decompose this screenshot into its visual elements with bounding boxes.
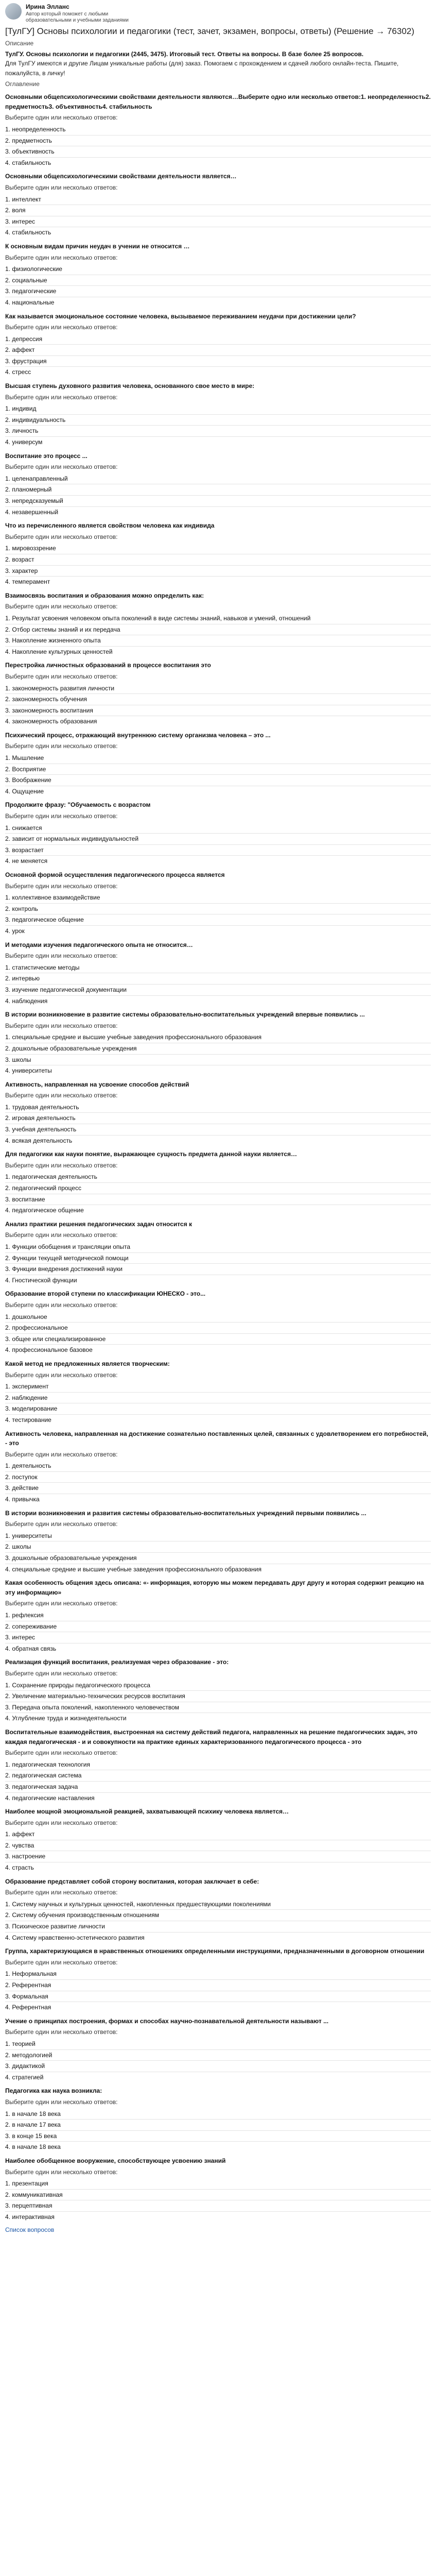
answer-option[interactable]: 2. Восприятие (5, 764, 431, 775)
question-hint: Выберите один или несколько ответов: (5, 533, 118, 540)
answer-option[interactable]: 3. личность (5, 426, 431, 437)
answer-option[interactable]: 3. действие (5, 1483, 431, 1494)
answer-option[interactable]: 1. интеллект (5, 194, 431, 206)
answer-option[interactable]: 2. дошкольные образовательные учреждения (5, 1043, 431, 1055)
answer-option[interactable]: 2. школы (5, 1541, 431, 1553)
answer-option[interactable]: 3. Передача опыта поколений, накопленного человечеством (5, 1702, 431, 1714)
question-text: Активность человека, направленная на достижение сознательно поставленных целей, связанных с удовлетворением его потребностей, - это (5, 1430, 428, 1447)
question-block (5, 800, 431, 867)
question-text: Продолжите фразу: "Обучаемость с возрастом (5, 801, 151, 809)
question-hint: Выберите один или несколько ответов: (5, 2028, 118, 2036)
answer-option[interactable]: 2. чувства (5, 1840, 431, 1852)
answer-option[interactable]: 2. воля (5, 205, 431, 216)
answer-option[interactable]: 1. статистические методы (5, 962, 431, 974)
answer-option[interactable]: 1. Мышление (5, 753, 431, 764)
question-text: Образование второй ступени по классификации ЮНЕСКО - это... (5, 1290, 206, 1298)
question-hint: Выберите один или несколько ответов: (5, 463, 118, 471)
answer-option[interactable]: 1. целенаправленный (5, 473, 431, 485)
answer-option[interactable]: 2. планомерный (5, 484, 431, 496)
question-text: Наиболее мощной эмоциональной реакцией, захватывающей психику человека является… (5, 1808, 289, 1816)
answer-option[interactable]: 4. темперамент (5, 578, 50, 586)
answer-option[interactable]: 1. неопределенность (5, 124, 431, 135)
question-hint: Выберите один или несколько ответов: (5, 1958, 118, 1966)
answer-option[interactable]: 4. наблюдения (5, 997, 48, 1005)
answer-option[interactable]: 3. моделирование (5, 1403, 431, 1415)
author-info (26, 3, 144, 24)
question-hint: Выберите один или несколько ответов: (5, 603, 118, 611)
answer-option[interactable]: 4. урок (5, 927, 25, 935)
answer-option[interactable]: 3. возрастает (5, 845, 431, 856)
answer-option[interactable]: 4. универсум (5, 438, 43, 446)
question-hint: Выберите один или несколько ответов: (5, 1669, 118, 1677)
question-text: И методами изучения педагогического опыта не относится… (5, 941, 193, 948)
question-hint: Выберите один или несколько ответов: (5, 1301, 118, 1309)
question-block (5, 1946, 431, 2013)
question-hint: Выберите один или несколько ответов: (5, 882, 118, 890)
question-hint: Выберите один или несколько ответов: (5, 1022, 118, 1029)
question-hint: Выберите один или несколько ответов: (5, 1450, 118, 1458)
question-hint: Выберите один или несколько ответов: (5, 183, 118, 191)
question-block (5, 1578, 431, 1654)
answer-option[interactable]: 4. незавершенный (5, 508, 59, 516)
answer-option[interactable]: 2. в начале 17 века (5, 2120, 431, 2131)
question-block (5, 1727, 431, 1803)
answer-option[interactable]: 3. дидактикой (5, 2061, 431, 2072)
answer-option[interactable]: 2. Увеличение материально-технических ресурсов воспитания (5, 1691, 431, 1702)
answer-option[interactable]: 3. педагогическое общение (5, 914, 431, 926)
question-hint: Выберите один или несколько ответов: (5, 672, 118, 680)
question-text: Как называется эмоциональное состояние человека, вызываемое переживанием неудачи при достижении цели? (5, 312, 356, 320)
question-text: Воспитательные взаимодействия, выстроенная на систему действий педагога, направленных на решение педагогических задач, это каждая педагогическая - и и совокупности на практике единых характеризованного педагогического процесса - это (5, 1728, 417, 1745)
description-label: Описание (5, 40, 34, 47)
answer-option[interactable]: 2. интервью (5, 973, 431, 985)
question-hint: Выберите один или несколько ответов: (5, 1749, 118, 1757)
question-text: Какая особенность общения здесь описана: «- информация, которую мы можем передавать друг другу и которая содержит реакцию на эту информацию» (5, 1579, 424, 1596)
answer-option[interactable]: 4. закономерность образования (5, 718, 97, 725)
answer-option[interactable]: 4. стабильность (5, 229, 51, 236)
question-text: Высшая ступень духовного развития человека, основанного свое место в мире: (5, 382, 255, 390)
question-block (5, 381, 431, 448)
question-hint: Выберите один или несколько ответов: (5, 1371, 118, 1379)
question-hint: Выберите один или несколько ответов: (5, 1161, 118, 1169)
answer-option[interactable]: 3. настроение (5, 1851, 431, 1862)
question-hint: Выберите один или несколько ответов: (5, 812, 118, 820)
answer-option[interactable]: 1. трудовая деятельность (5, 1102, 431, 1113)
answer-option[interactable]: 3. Накопление жизненного опыта (5, 635, 431, 647)
answer-option[interactable]: 1. эксперимент (5, 1381, 431, 1393)
avatar[interactable] (5, 3, 22, 20)
answer-option[interactable]: 2. Систему обучения производственным отношениям (5, 1910, 431, 1921)
answer-option[interactable]: 4. всякая деятельность (5, 1137, 73, 1144)
answer-option[interactable]: 4. в начале 18 века (5, 2143, 61, 2151)
question-block (5, 2016, 431, 2083)
answer-option[interactable]: 1. Сохранение природы педагогического процесса (5, 1680, 431, 1691)
answer-option[interactable]: 3. школы (5, 1055, 431, 1066)
answer-option[interactable]: 3. характер (5, 566, 431, 577)
question-hint: Выберите один или несколько ответов: (5, 253, 118, 261)
answer-option[interactable]: 1. в начале 18 века (5, 2109, 431, 2120)
answer-option[interactable]: 2. педагогический процесс (5, 1183, 431, 1194)
answer-option[interactable]: 1. деятельность (5, 1461, 431, 1472)
answer-option[interactable]: 2. Функции текущей методической помощи (5, 1253, 431, 1264)
answer-option[interactable]: 4. университеты (5, 1067, 52, 1075)
question-text: Основными общепсихологическими свойствами деятельности являются…Выберите одно или несколько ответов:1. неопределенность2. предметность3. объективность4. стабильность (5, 93, 431, 110)
answer-option[interactable]: 3. учебная деятельность (5, 1124, 431, 1136)
answer-option[interactable]: 1. университеты (5, 1531, 431, 1542)
question-text: Что из перечисленного является свойством человека как индивида (5, 522, 215, 530)
question-text: Образование представляет собой сторону воспитания, которая заключает в себе: (5, 1877, 259, 1885)
answer-option[interactable]: 1. презентация (5, 2178, 431, 2190)
question-block (5, 1877, 431, 1943)
answer-option[interactable]: 4. Ощущение (5, 787, 44, 795)
answer-option[interactable]: 2. зависит от нормальных индивидуальностей (5, 834, 431, 845)
answer-option[interactable]: 3. Воображение (5, 775, 431, 786)
answer-option[interactable]: 1. физиологические (5, 264, 431, 275)
answer-option[interactable]: 4. стабильность (5, 159, 51, 166)
answer-option[interactable]: 2. контроль (5, 904, 431, 915)
question-block (5, 940, 431, 1007)
answer-option[interactable]: 4. Референтная (5, 2004, 51, 2011)
question-block (5, 1149, 431, 1216)
question-text: Учение о принципах построения, формах и способах научно-познавательной деятельности называют ... (5, 2017, 329, 2025)
intro-bold-text: ТулГУ. Основы психологии и педагогики (2445, 3475). Итоговый тест. Ответы на вопросы. В базе более 25 вопросов. (5, 50, 364, 58)
question-block (5, 1807, 431, 1873)
answer-option[interactable]: 3. изучение педагогической документации (5, 985, 431, 996)
answer-option[interactable]: 3. Функции внедрения достижений науки (5, 1264, 431, 1275)
question-text: Перестройка личностных образований в процессе воспитания это (5, 662, 211, 669)
question-block (5, 1219, 431, 1286)
question-text: Основной формой осуществления педагогического процесса является (5, 871, 225, 878)
question-list-link[interactable]: Список вопросов (5, 2226, 55, 2234)
answer-option[interactable]: 4. интерактивная (5, 2213, 55, 2221)
answer-option[interactable]: 3. фрустрация (5, 356, 431, 367)
question-block (5, 1010, 431, 1076)
answer-option[interactable]: 3. Формальная (5, 1991, 431, 2003)
question-text: Анализ практики решения педагогических задач относится к (5, 1220, 192, 1228)
answer-option[interactable]: 1. закономерность развития личности (5, 683, 431, 694)
question-text: Педагогика как наука возникла: (5, 2087, 102, 2095)
answer-option[interactable]: 4. Накопление культурных ценностей (5, 648, 113, 655)
question-block (5, 1657, 431, 1724)
question-text: В истории возникновение в развитие системы образовательно-воспитательных учреждений впервые появились ... (5, 1011, 365, 1019)
question-hint: Выберите один или несколько ответов: (5, 2098, 118, 2106)
answer-option[interactable]: 1. специальные средние и высшие учебные заведения профессионального образования (5, 1032, 431, 1043)
answer-option[interactable]: 3. непредсказуемый (5, 496, 431, 507)
question-hint: Выберите один или несколько ответов: (5, 1819, 118, 1826)
answer-option[interactable]: 1. дошкольное (5, 1312, 431, 1323)
question-block (5, 660, 431, 727)
answer-option[interactable]: 3. интерес (5, 216, 431, 228)
answer-option[interactable]: 2. методологией (5, 2050, 431, 2061)
question-hint: Выберите один или несколько ответов: (5, 393, 118, 401)
answer-option[interactable]: 1. рефлексия (5, 1610, 431, 1621)
answer-option[interactable]: 2. наблюдение (5, 1393, 431, 1404)
question-hint: Выберите один или несколько ответов: (5, 1600, 118, 1607)
question-block (5, 870, 431, 937)
question-hint: Выберите один или несколько ответов: (5, 1889, 118, 1896)
answer-option[interactable]: 2. Отбор системы знаний и их передача (5, 624, 431, 636)
answer-option[interactable]: 4. Углубление труда и жизнедеятельности (5, 1715, 127, 1722)
answer-option[interactable]: 1. Систему научных и культурных ценностей, накопленных предшествующими поколениями (5, 1899, 431, 1910)
answer-option[interactable]: 1. педагогическая технология (5, 1759, 431, 1771)
question-text: Активность, направленная на усвоение способов действий (5, 1080, 189, 1088)
answer-option[interactable]: 4. педагогическое общение (5, 1207, 84, 1214)
answer-option[interactable]: 4. тестирование (5, 1416, 51, 1423)
answer-option[interactable]: 4. страсть (5, 1864, 34, 1872)
question-block (5, 172, 431, 238)
question-block (5, 1080, 431, 1146)
answer-option[interactable]: 1. мировоззрение (5, 543, 431, 554)
question-hint: Выберите один или несколько ответов: (5, 324, 118, 331)
question-hint: Выберите один или несколько ответов: (5, 2168, 118, 2176)
question-hint: Выберите один или несколько ответов: (5, 114, 118, 122)
answer-option[interactable]: 1. коллективное взаимодействие (5, 892, 431, 904)
answer-option[interactable]: 1. педагогическая деятельность (5, 1172, 431, 1183)
answer-option[interactable]: 3. объективность (5, 146, 431, 158)
question-text: К основным видам причин неудач в учении не относится … (5, 242, 190, 250)
question-text: Психический процесс, отражающий внутреннюю систему организма человека – это ... (5, 731, 271, 739)
answer-option[interactable]: 3. в конце 15 века (5, 2131, 431, 2142)
answer-option[interactable]: 2. поступок (5, 1472, 431, 1483)
question-hint: Выберите один или несколько ответов: (5, 1520, 118, 1528)
answer-option[interactable]: 2. игровая деятельность (5, 1113, 431, 1124)
answer-option[interactable]: 4. профессиональное базовое (5, 1346, 93, 1354)
question-text: Основными общепсихологическими свойствами деятельности является… (5, 173, 237, 180)
author-description: Автор который поможет с любыми образовательными и учебными заданиями (26, 11, 129, 24)
answer-option[interactable]: 2. социальные (5, 275, 431, 286)
question-hint: Выберите один или несколько ответов: (5, 1231, 118, 1239)
question-text: В истории возникновения и развития системы образовательно-воспитательных учреждений первыми появились ... (5, 1509, 367, 1517)
answer-option[interactable]: 1. аффект (5, 1829, 431, 1840)
answer-option[interactable]: 3. перцептивная (5, 2200, 431, 2212)
question-block (5, 242, 431, 308)
content-label: Оглавление (5, 80, 40, 88)
question-block (5, 2156, 431, 2223)
question-text: Воспитание это процесс ... (5, 452, 88, 460)
question-block (5, 451, 431, 518)
answer-option[interactable]: 1. Неформальная (5, 1969, 431, 1980)
answer-option[interactable]: 3. закономерность воспитания (5, 705, 431, 717)
answer-option[interactable]: 4. Гностической функции (5, 1276, 77, 1284)
answer-option[interactable]: 4. не меняется (5, 857, 48, 865)
answer-option[interactable]: 2. Референтная (5, 1980, 431, 1991)
question-block (5, 312, 431, 378)
answer-option[interactable]: 2. сопереживание (5, 1621, 431, 1633)
question-text: Какой метод не предложенных является творческим: (5, 1360, 170, 1367)
answer-option[interactable]: 2. предметность (5, 135, 431, 147)
answer-option[interactable]: 3. дошкольные образовательные учреждения (5, 1553, 431, 1564)
page-title: [ТулГУ] Основы психологии и педагогики (тест, зачет, экзамен, вопросы, ответы) (Решение → 76302) (5, 26, 414, 36)
answer-option[interactable]: 3. воспитание (5, 1194, 431, 1206)
question-block (5, 1359, 431, 1426)
answer-option[interactable]: 2. индивидуальность (5, 415, 431, 426)
answer-option[interactable]: 3. интерес (5, 1632, 431, 1643)
answer-option[interactable]: 2. коммуникативная (5, 2190, 431, 2201)
question-hint: Выберите один или несколько ответов: (5, 1092, 118, 1099)
question-block (5, 92, 431, 168)
answer-option[interactable]: 4. специальные средние и высшие учебные заведения профессионального образования (5, 1565, 261, 1573)
answer-option[interactable]: 1. депрессия (5, 334, 431, 345)
answer-option[interactable]: 1. индивид (5, 403, 431, 415)
answer-option[interactable]: 4. обратная связь (5, 1645, 57, 1652)
answer-option[interactable]: 4. стратегией (5, 2073, 44, 2081)
question-block (5, 1429, 431, 1505)
question-text: Взаимосвязь воспитания и образования можно определить как: (5, 591, 204, 599)
answer-option[interactable]: 4. Систему нравственно-эстетического развития (5, 1934, 145, 1941)
answer-option[interactable]: 2. педагогическая система (5, 1770, 431, 1782)
answer-option[interactable]: 4. педагогические наставления (5, 1794, 95, 1802)
question-hint: Выберите один или несколько ответов: (5, 952, 118, 960)
answer-option[interactable]: 1. теорией (5, 2039, 431, 2050)
answer-option[interactable]: 4. национальные (5, 298, 55, 306)
question-block (5, 731, 431, 797)
question-block (5, 2086, 431, 2153)
intro-text: Для ТулГУ имеются и другие Лицам уникальные работы (для) заказ. Помогаем с прохождением и сдачей любого онлайн-теста. Пишите, пожалуйста, в личку! (5, 60, 399, 77)
answer-option[interactable]: 1. Результат усвоения человеком опыта поколений в виде системы знаний, навыков и умений, отношений (5, 613, 431, 624)
answer-option[interactable]: 2. возраст (5, 554, 431, 566)
answer-option[interactable]: 2. аффект (5, 345, 431, 356)
question-text: Реализация функций воспитания, реализуемая через образование - это: (5, 1658, 229, 1666)
answer-option[interactable]: 2. профессиональное (5, 1323, 431, 1334)
question-text: Группа, характеризующаяся в нравственных отношениях определенными инструкциями, предназначенными в договорном отношении (5, 1947, 425, 1955)
answer-option[interactable]: 3. педагогические (5, 286, 431, 297)
answer-option[interactable]: 1. снижается (5, 823, 431, 834)
answer-option[interactable]: 3. общее или специализированное (5, 1334, 431, 1345)
question-block (5, 1509, 431, 1575)
answer-option[interactable]: 4. привычка (5, 1496, 40, 1503)
question-text: Для педагогики как науки понятие, выражающее сущность предмета данной науки является… (5, 1150, 297, 1158)
answer-option[interactable]: 3. Психическое развитие личности (5, 1921, 431, 1933)
answer-option[interactable]: 3. педагогическая задача (5, 1782, 431, 1793)
author-name[interactable]: Ирина Элланс (26, 3, 69, 10)
question-block (5, 521, 431, 587)
answer-option[interactable]: 2. закономерность обучения (5, 694, 431, 705)
question-list (5, 92, 431, 2222)
author-block (5, 0, 431, 23)
question-block (5, 591, 431, 657)
question-text: Наиболее обобщенное вооружение, способствующее усвоению знаний (5, 2157, 226, 2164)
answer-option[interactable]: 4. стресс (5, 368, 31, 376)
question-block (5, 1289, 431, 1355)
answer-option[interactable]: 1. Функции обобщения и трансляции опыта (5, 1242, 431, 1253)
question-hint: Выберите один или несколько ответов: (5, 742, 118, 750)
